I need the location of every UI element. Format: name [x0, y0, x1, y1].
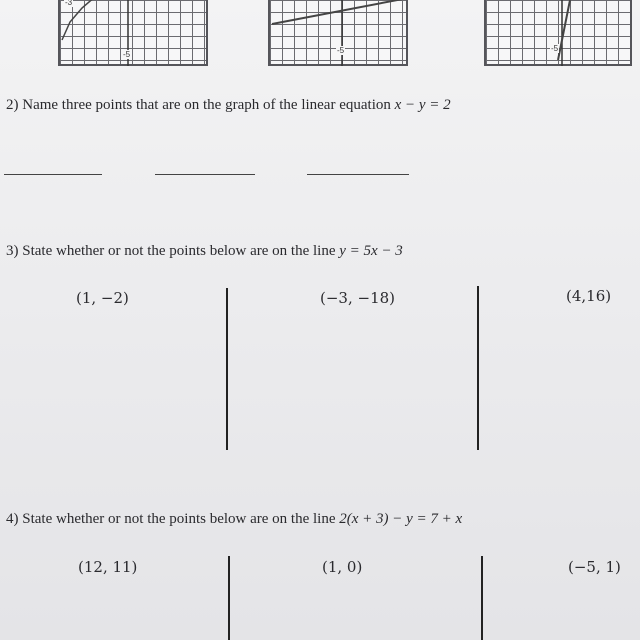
graph-3 [484, 0, 632, 66]
answer-blank-1[interactable] [4, 174, 102, 175]
graph-1-tick-bottom: -5 [123, 50, 131, 59]
graph-2 [268, 0, 408, 66]
question-3 [6, 243, 403, 260]
q3-divider-2 [477, 286, 479, 450]
q3-point-3: (4,16) [566, 287, 612, 305]
graph-3-lines [486, 0, 634, 66]
graph-2-lines [270, 0, 410, 66]
q4-point-2: (1, 0) [322, 558, 363, 576]
question-3-equation: y = 5x − 3 [339, 243, 403, 259]
question-2-text: 2) Name three points that are on the graph of the linear equation [6, 97, 395, 113]
graph-1 [58, 0, 208, 66]
graph-2-tick-bottom: -5 [337, 46, 345, 55]
q3-point-1: (1, −2) [76, 289, 129, 307]
graph-1-tick-top: -3 [65, 0, 73, 7]
question-3-text: 3) State whether or not the points below are on the line [6, 243, 340, 259]
q4-divider-1 [228, 556, 230, 640]
q3-point-2: (−3, −18) [320, 289, 396, 307]
answer-blank-2[interactable] [155, 174, 255, 175]
question-4-text: 4) State whether or not the points below are on the line [6, 511, 340, 527]
question-2-equation: x − y = 2 [394, 97, 451, 113]
q4-point-1: (12, 11) [78, 558, 138, 576]
question-2 [6, 97, 451, 114]
q3-divider-1 [226, 288, 228, 450]
q4-point-3: (−5, 1) [568, 558, 621, 576]
answer-blank-3[interactable] [307, 174, 409, 175]
graph-3-tick-bottom: -5 [551, 44, 559, 53]
graph-1-lines [60, 0, 210, 66]
question-4-equation: 2(x + 3) − y = 7 + x [339, 511, 463, 527]
q4-divider-2 [481, 556, 483, 640]
question-4 [6, 511, 462, 528]
